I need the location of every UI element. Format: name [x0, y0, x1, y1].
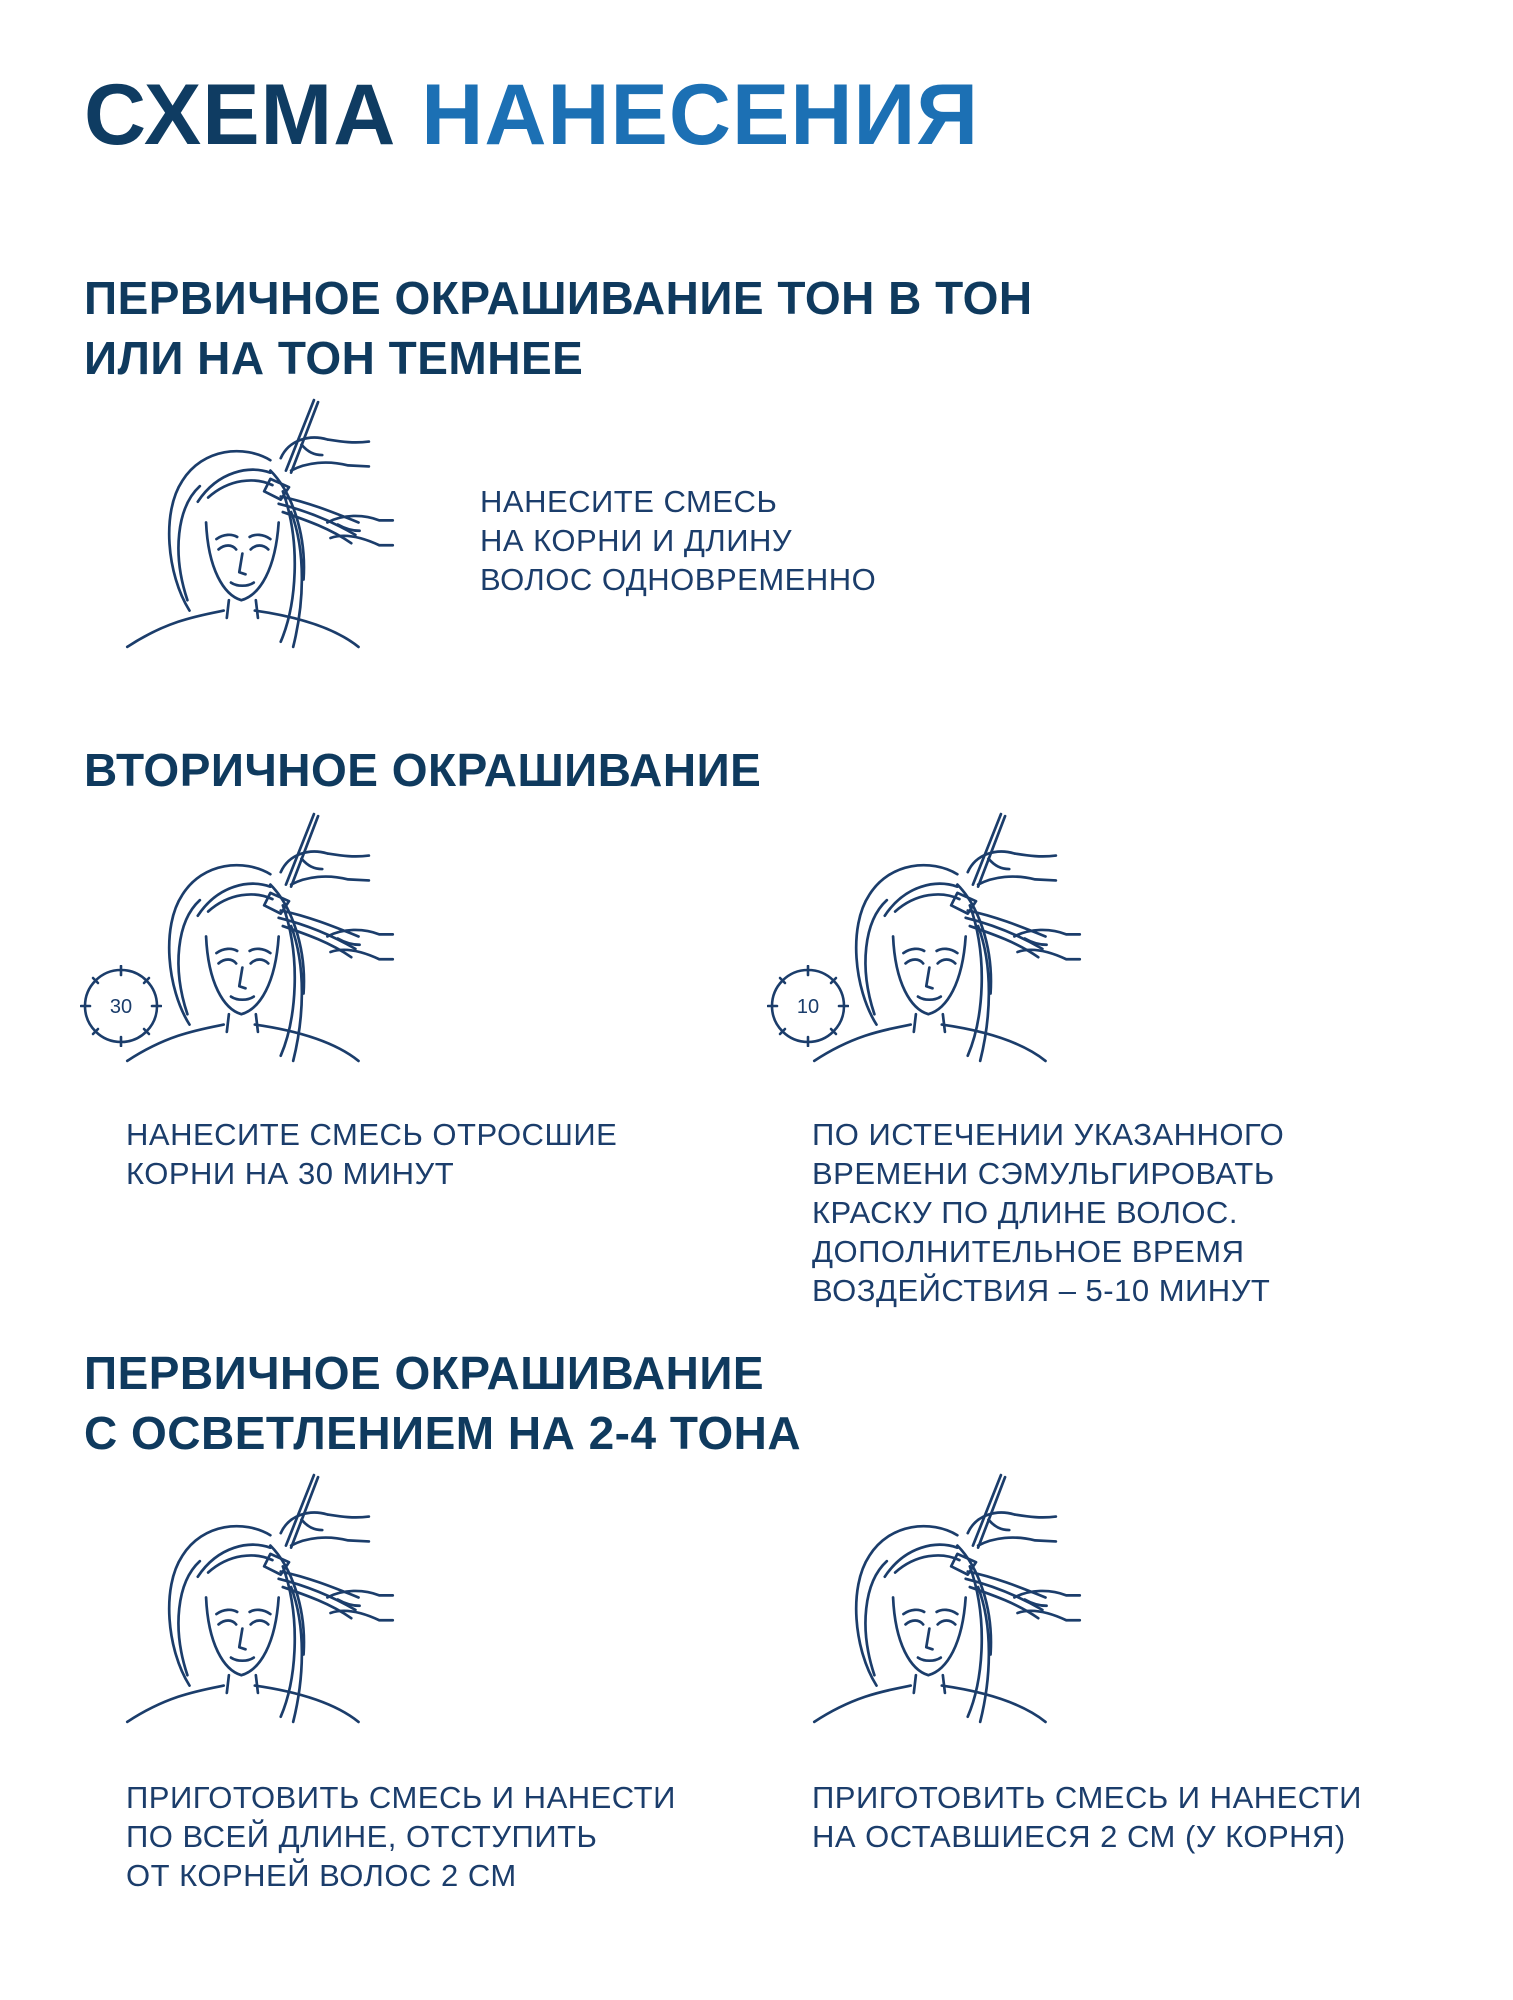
timer-value: 10: [796, 996, 820, 1018]
step-text-line: КРАСКУ ПО ДЛИНЕ ВОЛОС.: [812, 1195, 1238, 1230]
step-text-line: ПРИГОТОВИТЬ СМЕСЬ И НАНЕСТИ: [126, 1780, 676, 1815]
step-text-line: КОРНИ НА 30 МИНУТ: [126, 1156, 455, 1191]
hair-coloring-icon: [125, 398, 395, 678]
heading-line: ВТОРИЧНОЕ ОКРАШИВАНИЕ: [84, 744, 762, 796]
step-text-line: ПО ИСТЕЧЕНИИ УКАЗАННОГО: [812, 1117, 1285, 1152]
step-text-line: ДОПОЛНИТЕЛЬНОЕ ВРЕМЯ: [812, 1234, 1245, 1269]
step-text: [126, 1778, 676, 1895]
section-2-heading: [84, 740, 761, 800]
section-1-heading: [84, 268, 1033, 388]
timer-value: 30: [109, 996, 133, 1018]
heading-line: С ОСВЕТЛЕНИЕМ НА 2-4 ТОНА: [84, 1407, 802, 1459]
page-title: [84, 67, 980, 163]
step-text: [126, 1115, 617, 1193]
hair-coloring-icon: [125, 1473, 395, 1753]
heading-line: ПЕРВИЧНОЕ ОКРАШИВАНИЕ ТОН В ТОН: [84, 272, 1033, 324]
step-text: [812, 1778, 1362, 1856]
title-word-2: НАНЕСЕНИЯ: [421, 67, 980, 163]
section-3-heading: [84, 1343, 801, 1463]
step-text-line: НАНЕСИТЕ СМЕСЬ: [480, 484, 778, 519]
hair-coloring-icon: [812, 1473, 1082, 1753]
step-text: [812, 1115, 1284, 1310]
step-text-line: НА КОРНИ И ДЛИНУ: [480, 523, 793, 558]
step-text-line: ВРЕМЕНИ СЭМУЛЬГИРОВАТЬ: [812, 1156, 1275, 1191]
title-word-1: СХЕМА: [84, 67, 397, 163]
heading-line: ПЕРВИЧНОЕ ОКРАШИВАНИЕ: [84, 1347, 765, 1399]
step-text-line: ВОЛОС ОДНОВРЕМЕННО: [480, 562, 877, 597]
step-text-line: НАНЕСИТЕ СМЕСЬ ОТРОСШИЕ: [126, 1117, 618, 1152]
step-text-line: НА ОСТАВШИЕСЯ 2 СМ (У КОРНЯ): [812, 1819, 1346, 1854]
heading-line: ИЛИ НА ТОН ТЕМНЕЕ: [84, 332, 584, 384]
step-text-line: ПО ВСЕЙ ДЛИНЕ, ОТСТУПИТЬ: [126, 1819, 598, 1854]
hair-coloring-icon: [812, 812, 1082, 1092]
step-text-line: ВОЗДЕЙСТВИЯ – 5-10 МИНУТ: [812, 1273, 1271, 1308]
step-text-line: ОТ КОРНЕЙ ВОЛОС 2 СМ: [126, 1858, 517, 1893]
hair-coloring-icon: [125, 812, 395, 1092]
step-text-line: ПРИГОТОВИТЬ СМЕСЬ И НАНЕСТИ: [812, 1780, 1362, 1815]
step-text: [480, 482, 876, 599]
